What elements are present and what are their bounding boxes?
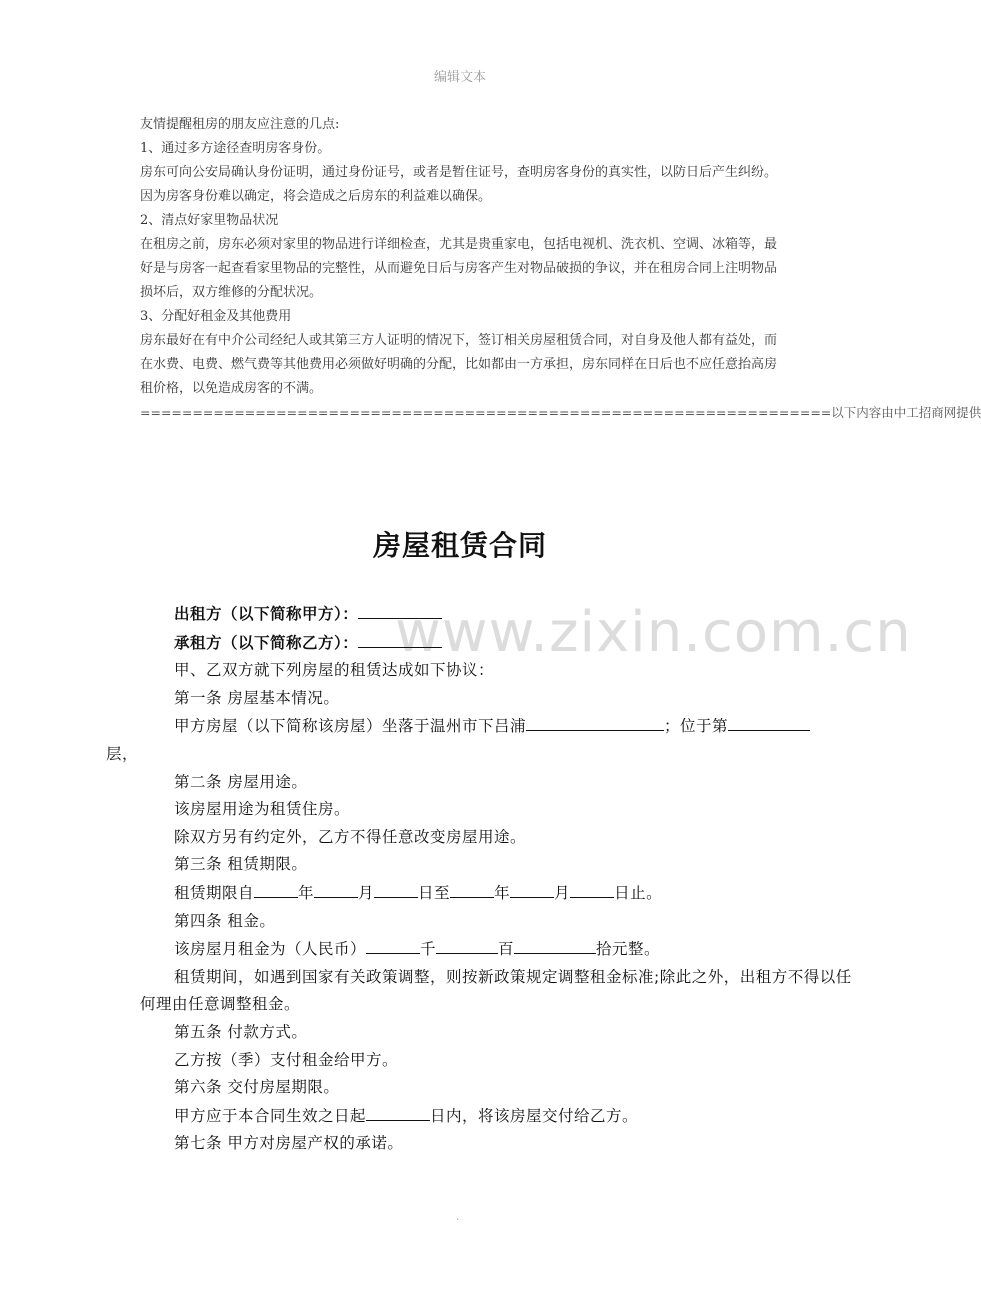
article-1-text <box>106 712 860 768</box>
tip-heading: 2、清点好家里物品状况 <box>140 213 279 228</box>
tips-section <box>140 113 981 425</box>
address-blank[interactable] <box>526 712 664 731</box>
tip-body: 房东最好在有中介公司经纪人或其第三方人证明的情况下，签订相关房屋租赁合同，对自身及他人都有益处，而在水费、电费、燃气费等其他费用必须做好明确的分配，比如都由一方承担，房东同样在日后也不应任意抬高房租价格，以免造成房客的不满。 <box>140 333 778 396</box>
separator-source: 以下内容由中工招商网提供 <box>831 405 981 420</box>
article-6-text <box>140 1102 860 1131</box>
lessee-label: 承租方（以下简称乙方）： <box>174 633 359 652</box>
separator-rule: ================================================================== <box>140 405 832 420</box>
floor-blank[interactable] <box>728 712 810 731</box>
rent-bai-blank[interactable] <box>436 935 498 954</box>
day-to-label: 日至 <box>418 883 451 902</box>
term-label: 租赁期限自 <box>174 883 255 902</box>
article-2-text2: 除双方另有约定外，乙方不得任意改变房屋用途。 <box>174 827 527 846</box>
lessee-blank[interactable] <box>358 629 442 648</box>
qian-label: 千 <box>420 940 437 959</box>
day-end-label: 日止。 <box>614 883 663 902</box>
delivery-suffix: 日内，将该房屋交付给乙方。 <box>430 1106 639 1125</box>
lessor-blank[interactable] <box>358 600 442 619</box>
start-year-blank[interactable] <box>254 879 298 898</box>
article-4-text2: 租赁期间，如遇到国家有关政策调整，则按新政策规定调整租金标准;除此之外，出租方不得以任何理由任意调整租金。 <box>140 967 852 1014</box>
rent-shi-blank[interactable] <box>514 935 596 954</box>
contract-title: 房屋租赁合同 <box>372 529 547 562</box>
rent-label: 该房屋月租金为（人民币） <box>174 940 367 959</box>
article-5-title: 第五条 付款方式。 <box>174 1022 308 1041</box>
article-4-title: 第四条 租金。 <box>174 911 276 930</box>
delivery-label: 甲方应于本合同生效之日起 <box>174 1106 367 1125</box>
year-label: 年 <box>494 883 511 902</box>
article-1-title: 第一条 房屋基本情况。 <box>174 688 340 707</box>
footer-dot: . <box>456 1212 460 1223</box>
article-2-text1: 该房屋用途为租赁住房。 <box>174 800 351 819</box>
contract-body <box>106 600 860 1158</box>
end-year-blank[interactable] <box>450 879 494 898</box>
delivery-days-blank[interactable] <box>366 1102 430 1121</box>
month-label: 月 <box>358 883 375 902</box>
year-label: 年 <box>298 883 315 902</box>
month-label: 月 <box>554 883 571 902</box>
floor-label: ；位于第 <box>664 717 729 736</box>
watermark: www.zixin.com.cn <box>395 600 912 665</box>
article-4-text <box>140 935 860 964</box>
lessee-line <box>140 629 860 658</box>
article-6-title: 第六条 交付房屋期限。 <box>174 1078 340 1097</box>
floor-suffix: 层， <box>106 744 139 763</box>
tip-heading: 1、通过多方途径查明房客身份。 <box>140 141 331 156</box>
end-day-blank[interactable] <box>570 879 614 898</box>
article-3-text <box>140 879 860 908</box>
bai-label: 百 <box>498 940 515 959</box>
start-day-blank[interactable] <box>374 879 418 898</box>
preamble: 甲、乙双方就下列房屋的租赁达成如下协议： <box>174 661 495 680</box>
tip-body: 房东可向公安局确认身份证明，通过身份证号，或者是暂住证号，查明房客身份的真实性，以防日后产生纠纷。因为房客身份难以确定，将会造成之后房东的利益难以确保。 <box>140 165 778 204</box>
start-month-blank[interactable] <box>314 879 358 898</box>
article-3-title: 第三条 租赁期限。 <box>174 855 308 874</box>
rent-suffix: 拾元整。 <box>596 940 661 959</box>
article-5-text: 乙方按（季）支付租金给甲方。 <box>174 1050 399 1069</box>
tip-body: 在租房之前，房东必须对家里的物品进行详细检查，尤其是贵重家电，包括电视机、洗衣机、空调、冰箱等，最好是与房客一起查看家里物品的完整性，从而避免日后与房客产生对物品破损的争议，并在租房合同上注明物品损坏后，双方维修的分配状况。 <box>140 237 778 300</box>
lessor-line <box>140 600 860 629</box>
location-label: 甲方房屋（以下简称该房屋）坐落于温州市下吕浦 <box>174 717 527 736</box>
rent-qian-blank[interactable] <box>366 935 420 954</box>
tips-intro: 友情提醒租房的朋友应注意的几点: <box>140 117 340 132</box>
tip-heading: 3、分配好租金及其他费用 <box>140 309 292 324</box>
end-month-blank[interactable] <box>510 879 554 898</box>
lessor-label: 出租方（以下简称甲方）： <box>174 605 359 623</box>
article-7-title: 第七条 甲方对房屋产权的承诺。 <box>174 1134 404 1153</box>
page-header: 编辑文本 <box>433 70 486 85</box>
article-2-title: 第二条 房屋用途。 <box>174 772 308 791</box>
separator-line <box>140 401 981 425</box>
